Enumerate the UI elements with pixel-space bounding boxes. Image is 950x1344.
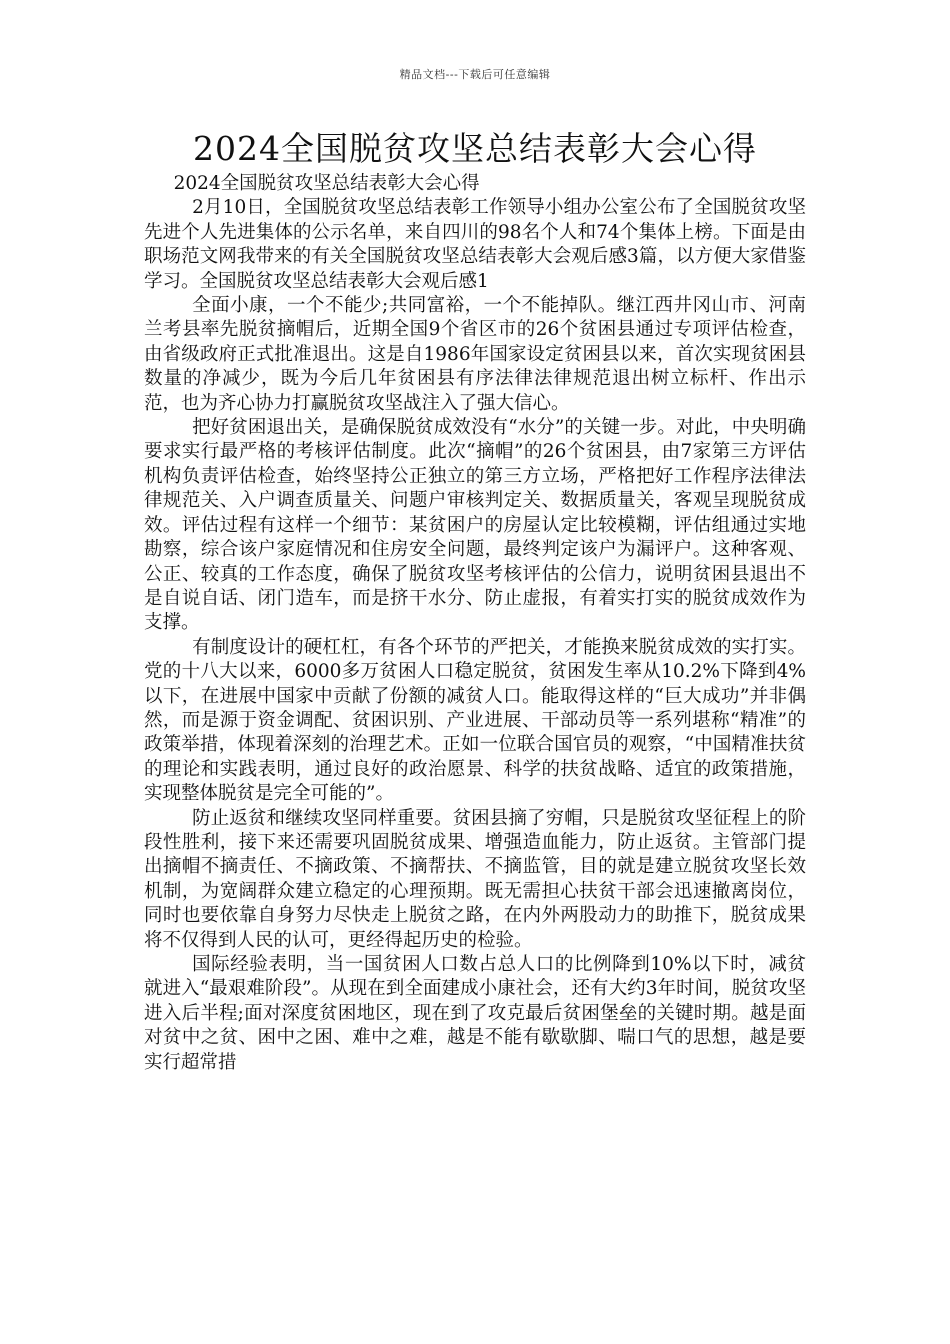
paragraph-4: 防止返贫和继续攻坚同样重要。贫困县摘了穷帽，只是脱贫攻坚征程上的阶段性胜利，接下来还需要巩固脱贫成果、增强造血能力，防止返贫。主管部门提出摘帽不摘责任、不摘政策、不摘帮扶、不摘监管，目的就是建立脱贫攻坚长效机制，为宽阔群众建立稳定的心理预期。既无需担心扶贫干部会迅速撤离岗位，同时也要依靠自身努力尽快走上脱贫之路，在内外两股动力的助推下，脱贫成果将不仅得到人民的认可，更经得起历史的检验。 (144, 807, 806, 951)
document-title: 2024全国脱贫攻坚总结表彰大会心得 (193, 129, 757, 168)
paragraph-5: 国际经验表明，当一国贫困人口数占总人口的比例降到10%以下时，减贫就进入“最艰难阶段”。从现在到全面建成小康社会，还有大约3年时间，脱贫攻坚进入后半程;面对深度贫困地区，现在到了攻克最后贫困堡垒的关键时期。越是面对贫中之贫、困中之困、难中之难，越是不能有歇歇脚、喘口气的思想，越是要实行超常措 (144, 954, 806, 1073)
paragraph-2: 把好贫困退出关，是确保脱贫成效没有“水分”的关键一步。对此，中央明确要求实行最严格的考核评估制度。此次“摘帽”的26个贫困县，由7家第三方评估机构负责评估检查，始终坚持公正独立的第三方立场，严格把好工作程序法律法律规范关、入户调查质量关、问题户审核判定关、数据质量关，客观呈现脱贫成效。评估过程有这样一个细节：某贫困户的房屋认定比较模糊，评估组通过实地勘察，综合该户家庭情况和住房安全问题，最终判定该户为漏评户。这种客观、公正、较真的工作态度，确保了脱贫攻坚考核评估的公信力，说明贫困县退出不是自说自话、闭门造车，而是挤干水分、防止虚报，有着实打实的脱贫成效作为支撑。 (144, 417, 806, 634)
document-subtitle: 2024全国脱贫攻坚总结表彰大会心得 (173, 173, 480, 194)
paragraph-1: 全面小康，一个不能少;共同富裕，一个不能掉队。继江西井冈山市、河南兰考县率先脱贫摘帽后，近期全国9个省区市的26个贫困县通过专项评估检查，由省级政府正式批准退出。这是自1986年国家设定贫困县以来，首次实现贫困县数量的净减少，既为今后几年贫困县有序法律法律规范退出树立标杆、作出示范，也为齐心协力打赢脱贫攻坚战注入了强大信心。 (144, 295, 806, 414)
page-header: 精品文档---下载后可任意编辑 (399, 68, 551, 81)
document-body (144, 172, 806, 1075)
paragraph-3: 有制度设计的硬杠杠，有各个环节的严把关，才能换来脱贫成效的实打实。党的十八大以来，6000多万贫困人口稳定脱贫，贫困发生率从10.2%下降到4%以下，在进展中国家中贡献了份额的减贫人口。能取得这样的“巨大成功”并非偶然，而是源于资金调配、贫困识别、产业进展、干部动员等一系列堪称“精准”的政策举措，体现着深刻的治理艺术。正如一位联合国官员的观察，“中国精准扶贫的理论和实践表明，通过良好的政治愿景、科学的扶贫战略、适宜的政策措施，实现整体脱贫是完全可能的”。 (144, 636, 806, 805)
paragraph-intro: 2月10日，全国脱贫攻坚总结表彰工作领导小组办公室公布了全国脱贫攻坚先进个人先进集体的公示名单，来自四川的98名个人和74个集体上榜。下面是由职场范文网我带来的有关全国脱贫攻坚总结表彰大会观后感3篇，以方便大家借鉴学习。全国脱贫攻坚总结表彰大会观后感1 (144, 197, 806, 292)
